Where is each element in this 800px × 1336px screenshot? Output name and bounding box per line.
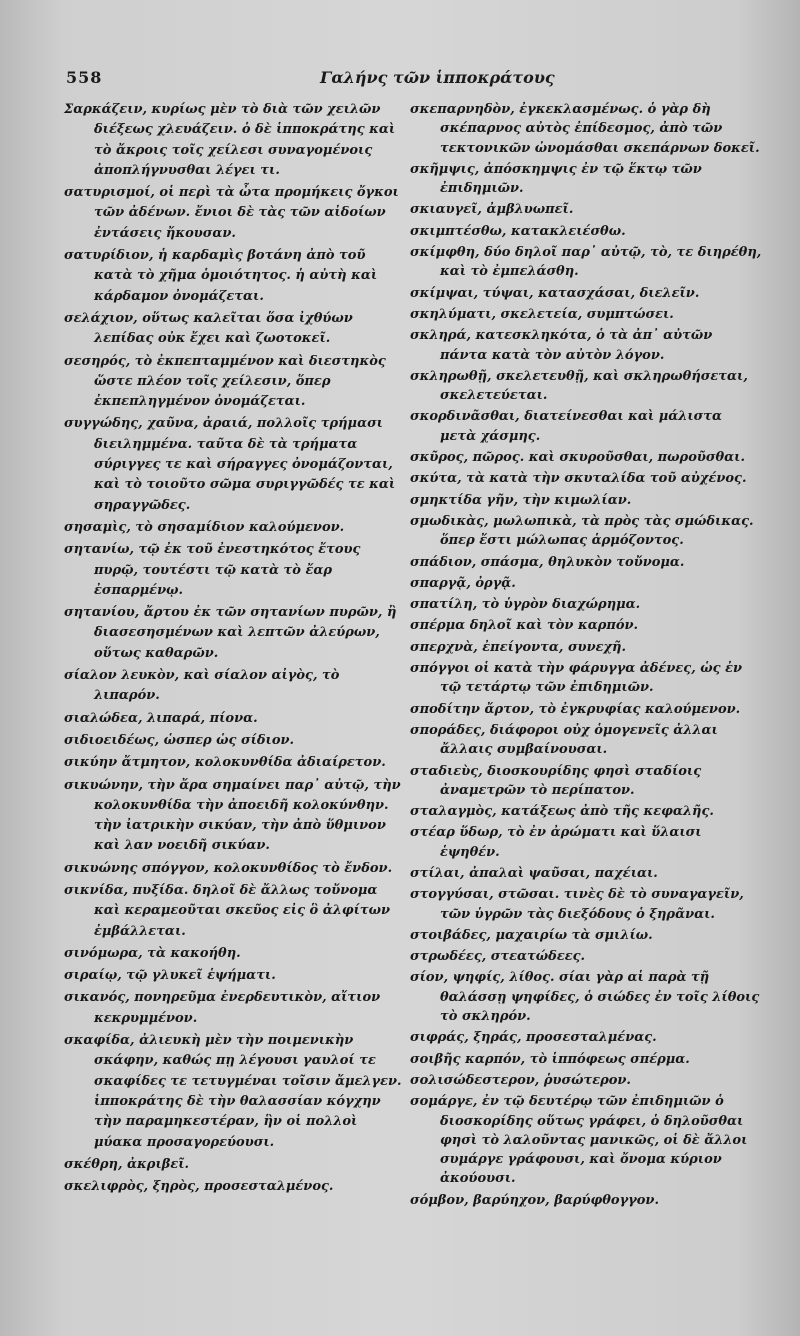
glossary-entry: σικυώνης σπόγγον, κολοκυνθίδος τὸ ἔνδον. [64,860,393,876]
glossary-entry: σποδίτην ἄρτον, τὸ ἐγκρυφίας καλούμενον. [410,701,741,717]
glossary-entry: συγγώδης, χαῦνα, ἀραιά, πολλοῖς τρήμασι διειλημμένα. ταῦτα δὲ τὰ τρήματα σύριγγες τε καὶ σήραγγες ὀνομάζονται, καὶ τὸ τοιοῦτο σῶμα συριγγῶδές τε καὶ σηραγγῶδες. [64,416,396,513]
glossary-entry: σκιμπτέσθω, κατακλειέσθω. [410,223,626,239]
glossary-entry: σατυρίδιον, ἡ καρδαμὶς βοτάνη ἀπὸ τοῦ κατὰ τὸ χῆμα ὁμοιότητος. ἡ αὐτὴ καὶ κάρδαμον ὀνομάζεται. [64,248,378,304]
glossary-entry: σκῆμψις, ἀπόσκημψις ἐν τῷ ἕκτῳ τῶν ἐπιδημιῶν. [410,161,702,197]
glossary-entry: σικυώνην, τὴν ἄρα σημαίνει παρ᾽ αὐτῷ, τὴν κολοκυνθίδα τὴν ἀποειδῆ κολοκύνθην. τὴν ἰατρικὴν σικύαν, τὴν ἀπὸ ὕθμινον καὶ λαν νοειδῆ σικύαν. [64,777,401,854]
glossary-entry: στοιβάδες, μαχαιρίω τὰ σμιλίω. [410,927,653,943]
glossary-entry: σιδιοειδέως, ὡσπερ ὡς σίδιον. [64,732,295,748]
glossary-entry: στίλαι, ἀπαλαὶ ψαῦσαι, παχέιαι. [410,865,658,881]
page-number: 558 [66,68,103,87]
glossary-entry: σικανός, πονηρεῦμα ἐνερδευτικὸν, αἴτιον κεκρυμμένον. [64,990,381,1026]
right-column [410,100,762,1212]
glossary-entry: σινόμωρα, τὰ κακοήθη. [64,945,241,961]
glossary-entry: σελάχιον, οὕτως καλεῖται ὅσα ἰχθύων λεπίδας οὐκ ἔχει καὶ ζωοτοκεῖ. [64,310,353,347]
glossary-entry: σπερχνὰ, ἐπείγοντα, συνεχῆ. [410,639,627,655]
glossary-entry: σπέρμα δηλοῖ καὶ τὸν καρπόν. [410,618,639,634]
glossary-entry: σικύην ἄτμητον, κολοκυνθίδα ἀδιαίρετον. [64,755,386,771]
glossary-entry: σταδιεὺς, διοσκουρίδης φησὶ σταδίοις ἀναμετρῶν τὸ περίπατον. [410,763,702,798]
glossary-entry: σίαλον λευκὸν, καὶ σίαλον αἰγὸς, τὸ λιπαρόν. [64,668,340,704]
glossary-entry: σιφράς, ξηράς, προσεσταλμένας. [410,1030,657,1046]
glossary-entry: σομάργε, ἐν τῷ δευτέρῳ τῶν ἐπιδημιῶν ὁ διοσκορίδης οὕτως γράφει, ὁ δηλοῦσθαι φησὶ τὸ λαλοῦντας μανικῶς, οἱ δὲ ἄλλοι συμάργε γράφουσι, καὶ ὄνομα κύριον ἀκούουσι. [410,1094,748,1187]
glossary-entry: σκληρά, κατεσκληκότα, ὁ τὰ ἀπ᾽ αὐτῶν πάντα κατὰ τὸν αὐτὸν λόγον. [410,328,713,363]
glossary-entry: στέαρ ὕδωρ, τὸ ἐν ἀρώματι καὶ ὕλαισι ἑψηθέν. [410,825,702,860]
glossary-entry: σητανίω, τῷ ἐκ τοῦ ἐνεστηκότος ἔτους πυρῷ, τουτέστι τῷ κατὰ τὸ ἔαρ ἐσπαρμένῳ. [64,542,361,598]
glossary-entry: σεσηρός, τὸ ἐκπεπταμμένον καὶ διεστηκὸς ὥστε πλέον τοῖς χείλεσιν, ὅπερ ἐκπεπληγμένον ὀνομάζεται. [64,353,386,410]
glossary-entry: σκέθρη, ἀκριβεῖ. [64,1156,190,1172]
glossary-entry: σκῦρος, πῶρος. καὶ σκυροῦσθαι, πωροῦσθαι. [410,450,745,466]
glossary-entry: σκεπαρνηδὸν, ἐγκεκλασμένως. ὁ γὰρ δὴ σκέπαρνος αὐτὸς ἐπίδεσμος, ἀπὸ τῶν τεκτονικῶν ὠνομάσθαι σκεπάρνων δοκεῖ. [410,102,760,156]
glossary-entry: σκύτα, τὰ κατὰ τὴν σκυταλίδα τοῦ αὐχένος. [410,471,747,487]
glossary-entry: σκηλύματι, σκελετεία, συμπτώσει. [410,306,674,322]
glossary-entry: σίον, ψηφίς, λίθος. σίαι γὰρ αἱ παρὰ τῇ θαλάσσῃ ψηφίδες, ὁ σιώδες ἐν τοῖς λίθοις τὸ σκληρόν. [410,970,760,1025]
glossary-entry: σατυρισμοί, οἱ περὶ τὰ ὦτα προμήκεις ὄγκοι τῶν ἀδένων. ἔνιοι δὲ τὰς τῶν αἰδοίων ἐντάσεις ἤκουσαν. [64,185,399,241]
glossary-entry: σμηκτίδα γῆν, τὴν κιμωλίαν. [410,492,632,508]
glossary-entry: στρωδέες, στεατώδεες. [410,949,586,965]
glossary-entry: σπατίλη, τὸ ὑγρὸν διαχώρημα. [410,597,641,613]
glossary-entry: σολισώδεστερον, ῥυσώτερον. [410,1072,631,1088]
running-title: Γαλήνς τῶν ἱπποκράτους [320,68,555,87]
glossary-entry: σταλαγμὸς, κατάξεως ἀπὸ τῆς κεφαλῆς. [410,804,714,820]
glossary-entry: σιραίῳ, τῷ γλυκεῖ ἑψήματι. [64,968,276,984]
glossary-entry: σόμβον, βαρύηχον, βαρύφθογγον. [410,1192,659,1208]
page-header [0,62,800,92]
glossary-entry: σοιβῆς καρπόν, τὸ ἱππόφεως σπέρμα. [410,1051,690,1067]
glossary-entry: σπαργᾷ, ὀργᾷ. [410,575,516,591]
glossary-entry: σησαμὶς, τὸ σησαμίδιον καλούμενον. [64,519,345,535]
glossary-entry: σπάδιον, σπάσμα, θηλυκὸν τοὔνομα. [410,554,685,570]
left-column [64,100,404,1199]
glossary-entry: σκαφίδα, ἀλιευκὴ μὲν τὴν ποιμενικὴν σκάφην, καθώς πῃ λέγουσι γαυλοί τε σκαφίδες τε τετυγμέναι τοῖσιν ἄμελγεν. ἱπποκράτης δὲ τὴν θαλασσίαν κόγχην τὴν παραμηκεστέραν, ἣν οἱ πολλοὶ μύακα προσαγορεύουσι. [64,1033,402,1150]
glossary-entry: σπόγγοι οἱ κατὰ τὴν φάρυγγα ἀδένες, ὡς ἐν τῷ τετάρτῳ τῶν ἐπιδημιῶν. [410,661,743,696]
glossary-entry: σιαλώδεα, λιπαρά, πίονα. [64,710,258,726]
glossary-entry: σκορδινᾶσθαι, διατείνεσθαι καὶ μάλιστα μετὰ χάσμης. [410,409,722,444]
glossary-entry: σκίμφθη, δύο δηλοῖ παρ᾽ αὐτῷ, τὸ, τε διηρέθη, καὶ τὸ ἐμπελάσθη. [410,245,762,280]
glossary-entry: σκελιφρὸς, ξηρὸς, προσεσταλμένος. [64,1179,334,1195]
glossary-entry: Σαρκάζειν, κυρίως μὲν τὸ διὰ τῶν χειλῶν διέξεως χλευάζειν. ὁ δὲ ἱπποκράτης καὶ τὸ ἄκροις τοῖς χείλεσι συναγομένοις ἀποπλήγνυσθαι λέγει τι. [64,102,396,178]
glossary-entry: σικνίδα, πυξίδα. δηλοῖ δὲ ἄλλως τοὔνομα καὶ κεραμεοῦται σκεῦος εἰς ὃ ἀλφίτων ἐμβάλλεται. [64,882,391,939]
glossary-entry: σποράδες, διάφοροι οὐχ ὁμογενεῖς ἀλλαι ἄλλαις συμβαίνουσαι. [410,722,718,758]
glossary-entry: σμωδικὰς, μωλωπικὰ, τὰ πρὸς τὰς σμώδικας. ὅπερ ἔστι μώλωπας ἁρμόζοντος. [410,513,754,549]
glossary-entry: σητανίου, ἄρτου ἐκ τῶν σητανίων πυρῶν, ἢ διασεσησμένων καὶ λεπτῶν ἀλεύρων, οὕτως καθαρῶν. [64,605,397,661]
glossary-entry: σκίμψαι, τύψαι, κατασχάσαι, διελεῖν. [410,285,700,301]
glossary-entry: στογγύσαι, στῶσαι. τινὲς δὲ τὸ συναγαγεῖν, τῶν ὑγρῶν τὰς διεξόδους ὁ ξηρᾶναι. [410,887,744,922]
glossary-entry: σκιαυγεῖ, ἀμβλυωπεῖ. [410,202,574,218]
glossary-entry: σκληρωθῇ, σκελετευθῇ, καὶ σκληρωθήσεται, σκελετεύεται. [410,368,748,404]
